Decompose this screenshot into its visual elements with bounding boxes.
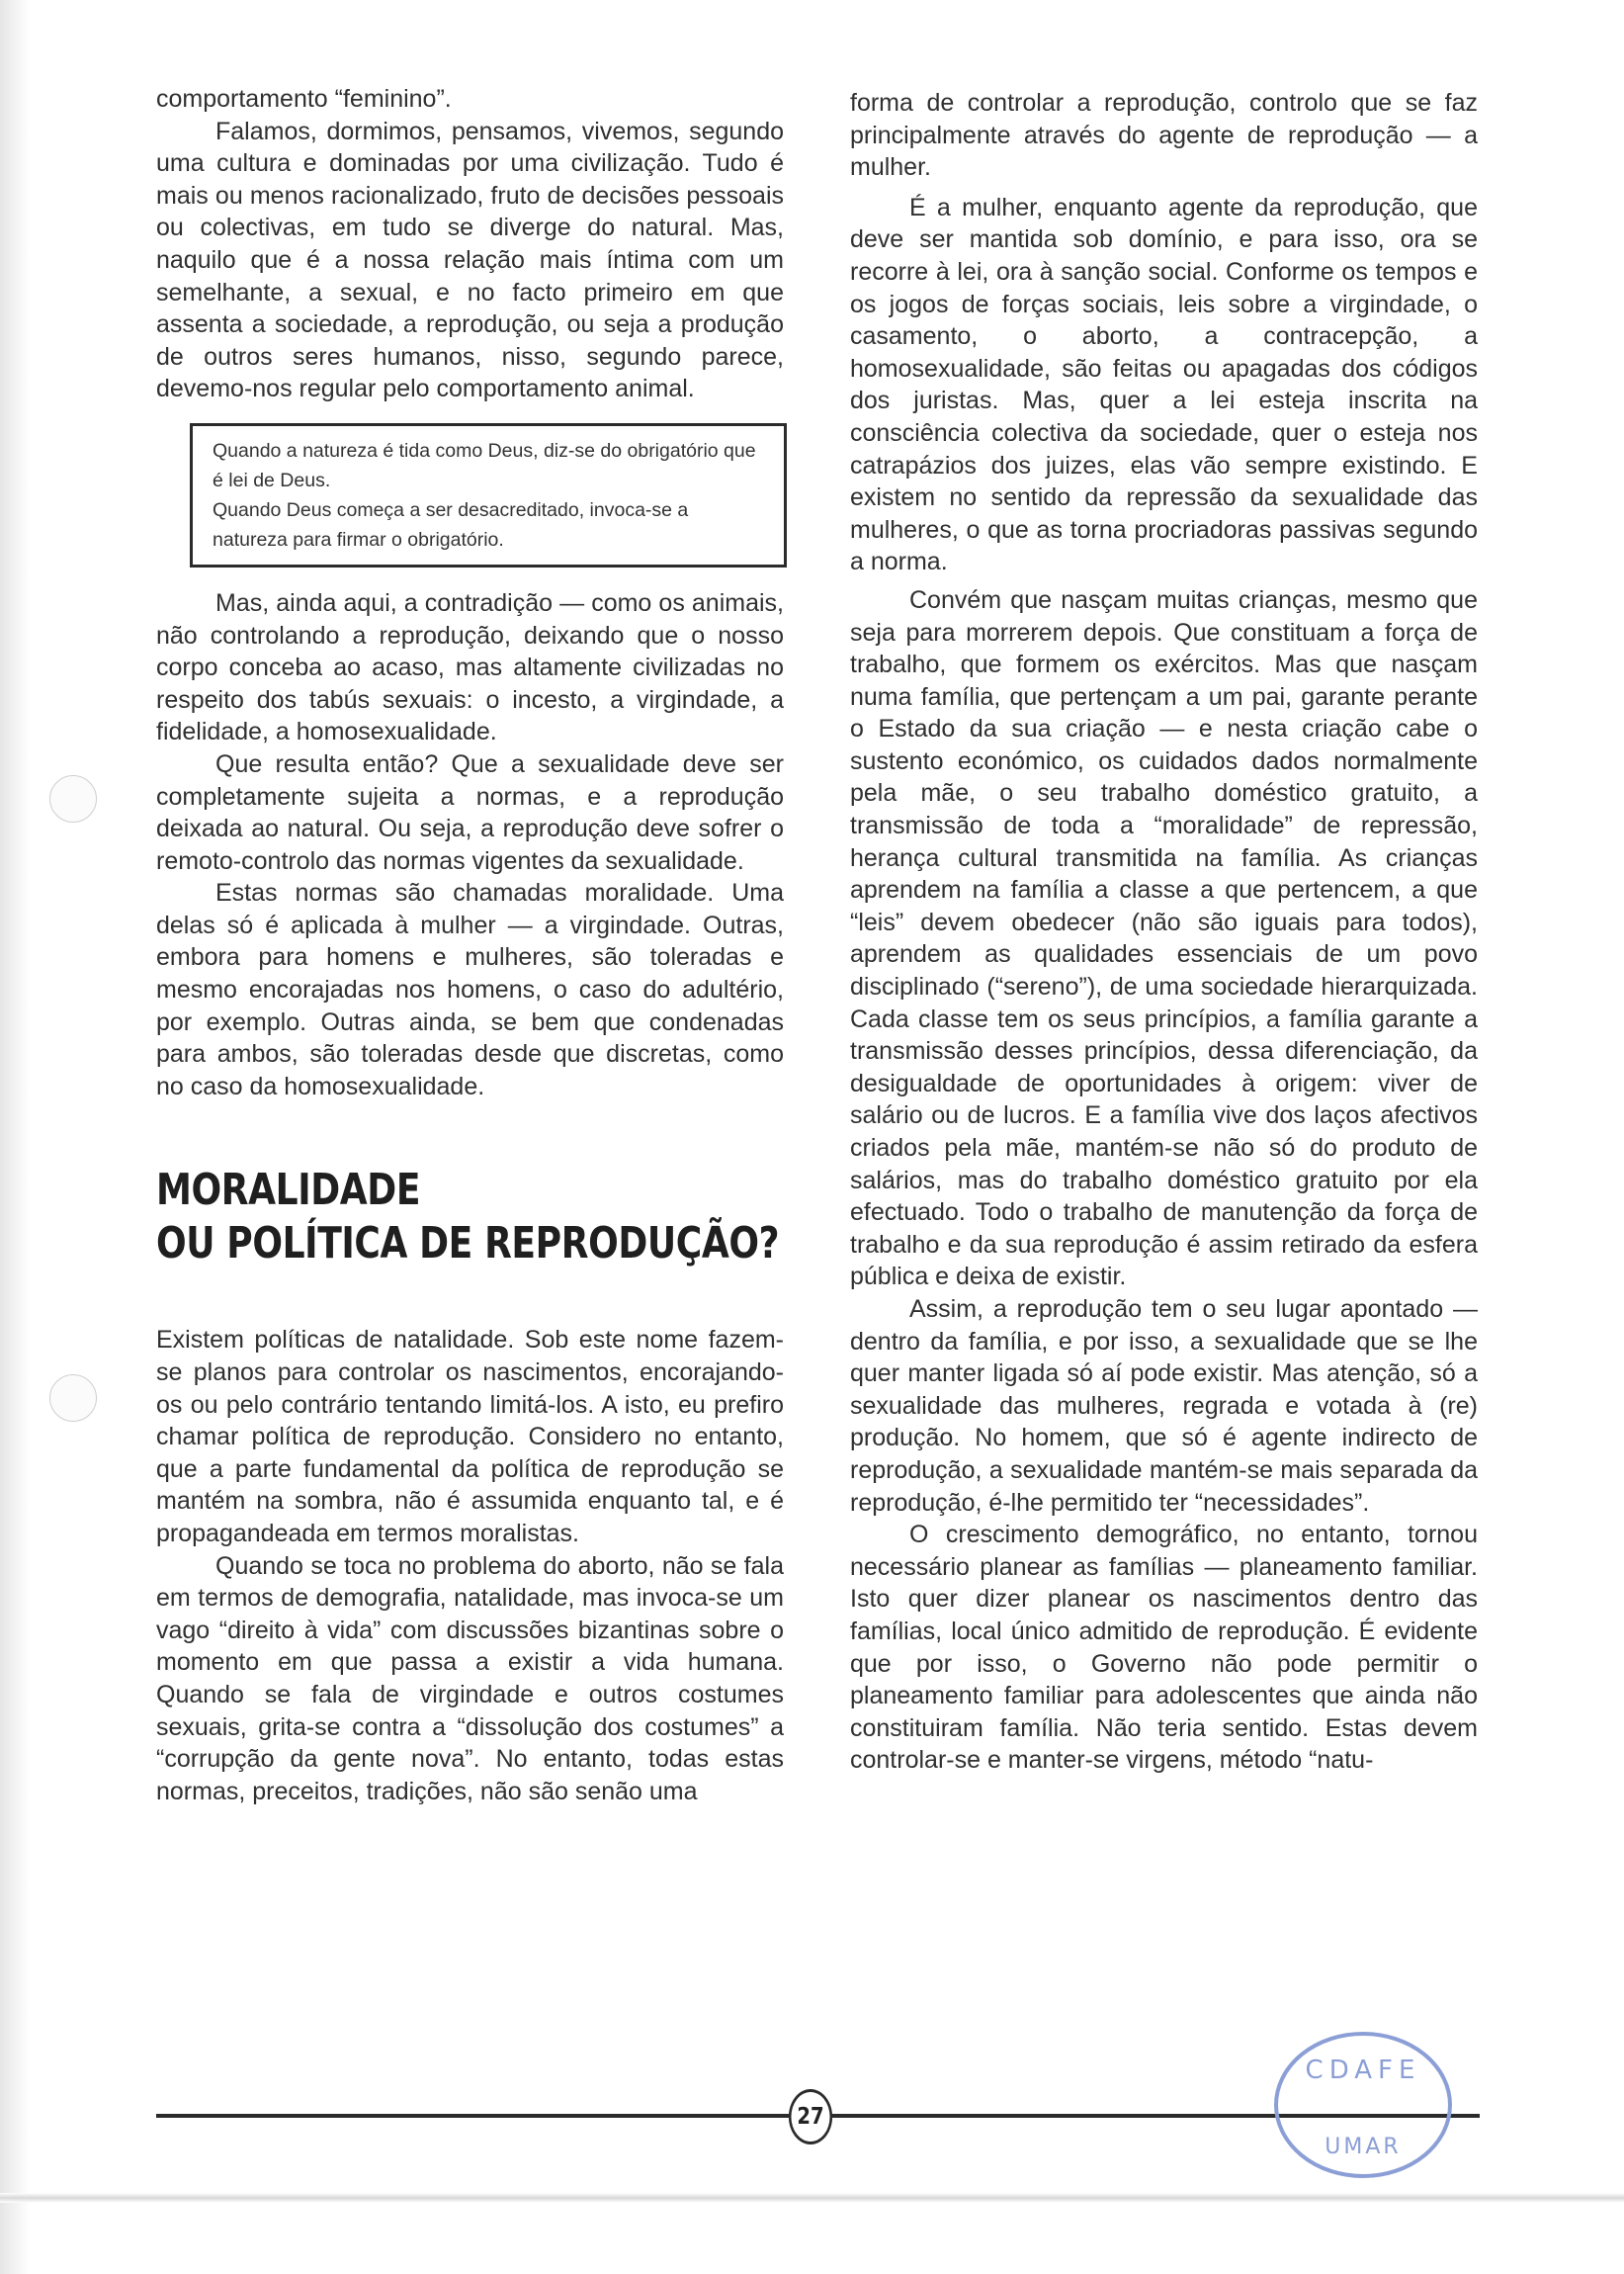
heading-line: MORALIDADE (156, 1165, 421, 1216)
paragraph: Quando se toca no problema do aborto, não se fala em termos de demografia, natalidade, mas invoca-se um vago “direito à vida” com discussões bizantinas sobre o momento em que passa a existir a vida humana. Quando se fala de virgindade e outros costumes sexuais, grita-se contra a “dissolução dos costumes” a “corrupção da gente nova”. No entanto, todas estas normas, preceitos, tradições, não são senão uma (156, 1551, 784, 1805)
library-stamp (1269, 2027, 1457, 2183)
page-number: 27 (789, 2089, 832, 2144)
right-column (850, 87, 1478, 1777)
paragraph: Convém que nasçam muitas crianças, mesmo que seja para morrerem depois. Que constituam a força de trabalho, que formem os exércitos. Mas que nasçam numa família, que pertençam a um pai, garante perante o Estado da sua criação — e nesta criação cabe o sustento económico, os cuidados dados normalmente pela mãe, o seu trabalho doméstico gratuito, a transmissão de toda a “moralidade” de repressão, herança cultural transmitida na família. As crianças aprendem na família a classe a que pertencem, a que “leis” devem obedecer (não são iguais para todos), aprendem as qualidades essenciais de um povo disciplinado (“sereno”), de uma sociedade hierarquizada. Cada classe tem os seus princípios, a família garante a transmissão desses princípios, dessa diferenciação, da desigualdade de oportunidades à origem: viver de salário ou de lucros. E a família vive dos laços afectivos criados pela mãe, mantém-se não só do produto de salários, mas do trabalho doméstico gratuito por ela efectuado. Todo o trabalho de manutenção da força de trabalho e da sua reprodução é assim retirado da esfera pública e deixa de existir. (850, 585, 1478, 1291)
paragraph: Estas normas são chamadas moralidade. Uma delas só é aplicada à mulher — a virgindade. Outras, embora para homens e mulheres, são toleradas e mesmo encorajadas nos homens, o caso do adultério, por exemplo. Outras ainda, se bem que condenadas para ambos, são toleradas desde que discretas, como no caso da homosexualidade. (156, 879, 784, 1100)
left-column (156, 83, 784, 1807)
paragraph: É a mulher, enquanto agente da reprodução, que deve ser mantida sob domínio, e para isso, ora se recorre à lei, ora à sanção social. Conforme os tempos e os jogos de forças sociais, leis sobre a virgindade, o casamento, o aborto, a contracepção, a homosexualidade, são feitas ou apagadas dos códigos dos juristas. Mas, quer a lei esteja inscrita na consciência colectiva da sociedade, quer o esteja nos catrapázios dos juizes, elas vão sempre existindo. E existem no sentido da repressão da sexualidade das mulheres, o que as torna procriadoras passivas segundo a norma. (850, 193, 1478, 576)
punch-hole (49, 775, 97, 823)
punch-hole (49, 1374, 97, 1422)
stamp-text-bottom: UMAR (1325, 2135, 1402, 2159)
page-edge-shadow (0, 0, 30, 2274)
pull-quote-box (190, 423, 787, 568)
paragraph: forma de controlar a reprodução, controlo que se faz principalmente através do agente de reprodução — a mulher. (850, 89, 1478, 182)
paragraph: Existem políticas de natalidade. Sob este nome fazem-se planos para controlar os nascimentos, encorajando-os ou pelo contrário tentando limitá-los. A isto, eu prefiro chamar política de reprodução. Considero no entanto, que a parte fundamental da política de reprodução se mantém na sombra, não é assumida enquanto tal, e é propagandeada em termos moralistas. (156, 1326, 784, 1547)
heading-line: OU POLÍTICA DE REPRODUÇÃO? (156, 1218, 780, 1269)
paragraph: Que resulta então? Que a sexualidade deve ser completamente sujeita a normas, e a reprodução deixada ao natural. Ou seja, a reprodução deve sofrer o remoto-controlo das normas vigentes da sexualidade. (156, 749, 784, 875)
footer-rule (156, 2114, 789, 2118)
page-bottom-shadow (0, 2193, 1624, 2203)
paragraph: Falamos, dormimos, pensamos, vivemos, segundo uma cultura e dominadas por uma civilização. Tudo é mais ou menos racionalizado, fruto de decisões pessoais ou colectivas, em tudo se diverge do natural. Mas, naquilo que é a nossa relação mais íntima com um semelhante, a sexual, e no facto primeiro em que assenta a sociedade, a reprodução, ou seja a produção de outros seres humanos, nisso, segundo parece, devemo-nos regular pelo comportamento animal. (156, 117, 784, 403)
paragraph: comportamento “feminino”. (156, 85, 452, 113)
section-heading (156, 1164, 780, 1270)
quote-line: Quando Deus começa a ser desacreditado, invoca-se a natureza para firmar o obrigatório. (213, 498, 689, 551)
paragraph: Assim, a reprodução tem o seu lugar apontado — dentro da família, e por isso, a sexualidade que se lhe quer manter ligada só aí pode existir. Mas atenção, só a sexualidade das mulheres, regrada e votada à (re) produção. No homem, que só é agente indirecto de reprodução, a sexualidade mantém-se mais separada da reprodução, é-lhe permitido ter “necessidades”. (850, 1294, 1478, 1517)
paragraph: O crescimento demográfico, no entanto, tornou necessário planear as famílias — planeamento familiar. Isto quer dizer planear os nascimentos dentro das famílias, local único admitido de reprodução. É evidente que por isso, o Governo não pode permitir o planeamento familiar para adolescentes que ainda não constituiram família. Não teria sentido. Estas devem controlar-se e manter-se virgens, método “natu- (850, 1521, 1478, 1775)
paragraph: Mas, ainda aqui, a contradição — como os animais, não controlando a reprodução, deixando que o nosso corpo conceba ao acaso, mas altamente civilizadas no respeito dos tabús sexuais: o incesto, a virgindade, a fidelidade, a homosexualidade. (156, 588, 784, 746)
stamp-text-top: CDAFE (1305, 2055, 1421, 2085)
quote-line: Quando a natureza é tida como Deus, diz-se do obrigatório que é lei de Deus. (213, 439, 756, 491)
